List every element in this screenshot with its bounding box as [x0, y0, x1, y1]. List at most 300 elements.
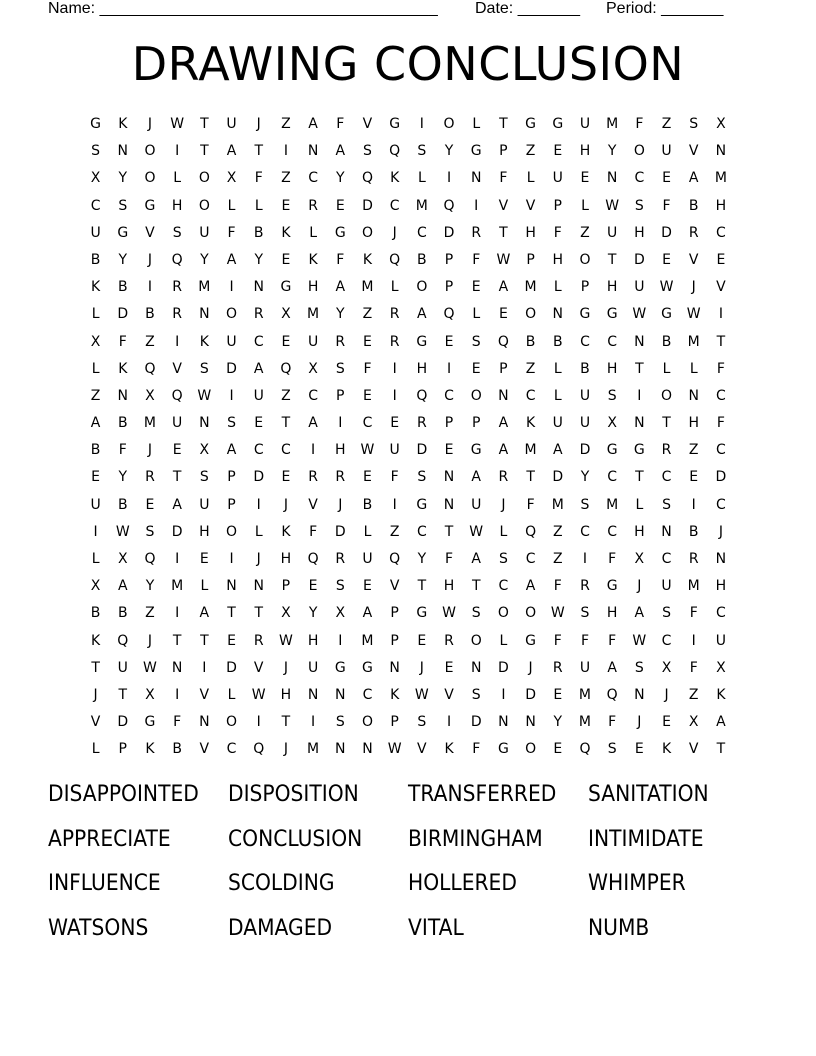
grid-letter: K	[444, 741, 454, 758]
grid-letter: S	[471, 333, 481, 350]
grid-letter: B	[253, 224, 264, 241]
grid-letter: N	[117, 387, 129, 404]
grid-letter: Q	[389, 251, 401, 268]
grid-letter: D	[443, 224, 455, 241]
grid-letter: D	[715, 469, 727, 486]
grid-letter: T	[227, 605, 236, 622]
grid-letter: Z	[552, 523, 563, 540]
grid-letter: C	[580, 523, 590, 540]
grid-letter: I	[93, 523, 98, 540]
grid-letter: U	[634, 279, 645, 296]
grid-letter: S	[634, 659, 644, 676]
grid-letter: K	[362, 251, 373, 268]
grid-letter: F	[635, 116, 644, 132]
grid-letter: W	[387, 741, 402, 758]
grid-letter: I	[338, 632, 343, 649]
grid-letter: C	[498, 578, 509, 595]
grid-letter: E	[417, 632, 427, 649]
grid-letter: O	[144, 143, 156, 160]
grid-letter: C	[308, 170, 318, 187]
grid-letter: A	[226, 442, 237, 459]
grid-letter: E	[390, 415, 400, 432]
grid-letter: X	[90, 170, 101, 187]
grid-letter: D	[171, 523, 183, 540]
grid-letter: V	[145, 224, 155, 241]
grid-letter: E	[308, 578, 318, 595]
grid-letter: J	[283, 496, 288, 513]
grid-letter: F	[608, 714, 617, 731]
grid-letter: G	[144, 714, 156, 731]
grid-letter: Y	[118, 469, 128, 486]
grid-letter: L	[91, 306, 100, 323]
grid-letter: U	[226, 333, 237, 350]
grid-letter: I	[446, 170, 452, 187]
grid-letter: X	[607, 415, 617, 432]
word-bank	[48, 778, 768, 956]
grid-letter: C	[281, 442, 291, 459]
grid-letter: I	[175, 143, 180, 160]
grid-letter: W	[605, 197, 620, 214]
grid-letter: U	[579, 415, 591, 432]
grid-letter: L	[499, 632, 508, 649]
grid-letter: U	[579, 387, 591, 404]
grid-letter: E	[281, 469, 291, 486]
grid-letter: G	[606, 442, 618, 459]
grid-letter: R	[498, 469, 509, 486]
grid-letter: S	[471, 686, 481, 703]
grid-letter: E	[363, 387, 372, 404]
grid-letter: E	[471, 279, 481, 296]
grid-letter: O	[470, 632, 482, 649]
grid-letter: D	[416, 442, 428, 459]
grid-letter: J	[637, 714, 642, 731]
grid-letter: N	[443, 469, 455, 486]
grid-letter: B	[117, 605, 128, 622]
grid-letter: V	[498, 197, 509, 214]
grid-letter: K	[390, 686, 400, 703]
grid-letter: N	[470, 659, 482, 676]
grid-letter: L	[553, 279, 562, 296]
grid-letter: L	[635, 496, 644, 513]
grid-letter: N	[606, 170, 618, 187]
grid-letter: V	[199, 741, 210, 758]
grid-letter: J	[147, 632, 153, 649]
grid-letter: Q	[416, 387, 428, 404]
grid-letter: A	[498, 279, 509, 296]
grid-letter: K	[390, 170, 400, 187]
grid-letter: K	[91, 279, 101, 296]
grid-letter: J	[283, 659, 288, 676]
grid-letter: J	[338, 496, 343, 513]
grid-letter: L	[309, 224, 317, 241]
grid-letter: X	[226, 170, 237, 187]
grid-letter: T	[172, 632, 182, 649]
grid-letter: N	[470, 170, 482, 187]
grid-letter: R	[416, 415, 427, 432]
grid-letter: Q	[171, 251, 183, 268]
grid-letter: L	[553, 360, 562, 377]
grid-letter: F	[716, 415, 725, 432]
grid-letter: S	[199, 360, 209, 377]
grid-letter: D	[661, 224, 672, 241]
grid-letter: G	[633, 442, 645, 459]
grid-letter: E	[662, 251, 671, 268]
grid-letter: L	[91, 551, 100, 567]
grid-row	[82, 682, 735, 709]
grid-letter: F	[553, 578, 562, 595]
grid-letter: W	[686, 306, 701, 323]
grid-letter: N	[171, 659, 183, 676]
grid-letter: J	[664, 686, 669, 703]
grid-letter: E	[227, 632, 236, 649]
grid-letter: X	[281, 605, 291, 622]
grid-letter: H	[634, 224, 645, 241]
grid-letter: U	[307, 659, 319, 676]
grid-letter: F	[118, 333, 127, 350]
grid-letter: U	[253, 387, 264, 404]
name-field: Name: ______________________________________	[48, 0, 438, 17]
grid-letter: B	[688, 523, 699, 540]
grid-letter: P	[499, 360, 508, 377]
grid-letter: T	[471, 578, 481, 595]
grid-letter: S	[363, 143, 372, 160]
grid-letter: H	[443, 578, 455, 595]
grid-letter: R	[580, 578, 590, 595]
grid-letter: H	[199, 523, 210, 540]
grid-letter: Q	[144, 360, 156, 377]
grid-letter: K	[91, 632, 101, 649]
grid-row	[82, 301, 735, 328]
grid-letter: U	[661, 143, 672, 160]
grid-letter: R	[389, 333, 400, 350]
grid-letter: F	[662, 197, 671, 214]
grid-letter: Y	[580, 469, 590, 486]
grid-letter: L	[553, 387, 562, 404]
grid-letter: X	[199, 442, 210, 459]
grid-letter: V	[389, 578, 400, 595]
grid-letter: O	[497, 605, 509, 622]
grid-letter: X	[308, 360, 318, 377]
grid-letter: W	[197, 387, 212, 404]
grid-letter: E	[335, 197, 345, 214]
word-bank-row	[48, 778, 768, 823]
grid-letter: R	[335, 469, 346, 486]
grid-letter: N	[199, 714, 210, 731]
grid-letter: U	[362, 551, 373, 567]
grid-letter: L	[390, 279, 399, 296]
grid-letter: O	[361, 224, 373, 241]
grid-letter: G	[525, 116, 537, 132]
grid-letter: O	[144, 170, 156, 187]
word-bank-item: DISAPPOINTED	[48, 782, 199, 807]
grid-letter: V	[253, 659, 264, 676]
grid-letter: Y	[444, 143, 454, 160]
grid-letter: M	[361, 279, 374, 296]
grid-letter: M	[687, 333, 700, 350]
grid-letter: O	[198, 170, 210, 187]
word-bank-item: HOLLERED	[408, 871, 517, 896]
grid-letter: M	[361, 632, 374, 649]
grid-letter: B	[117, 279, 128, 296]
period-field: Period: _______	[606, 0, 724, 17]
date-field: Date: _______	[475, 0, 580, 17]
grid-letter: I	[392, 360, 397, 377]
grid-letter: H	[552, 251, 564, 268]
grid-row	[82, 546, 735, 573]
grid-letter: C	[416, 523, 427, 540]
grid-letter: T	[526, 469, 535, 486]
grid-letter: P	[553, 197, 562, 214]
grid-letter: K	[281, 523, 291, 540]
grid-letter: F	[689, 605, 698, 622]
grid-letter: P	[471, 415, 481, 432]
grid-letter: E	[580, 170, 590, 187]
grid-letter: T	[200, 116, 209, 132]
grid-letter: Z	[362, 306, 373, 323]
grid-letter: T	[716, 333, 726, 350]
grid-letter: O	[226, 714, 238, 731]
grid-letter: K	[199, 333, 209, 350]
grid-letter: W	[414, 686, 429, 703]
grid-letter: Y	[553, 714, 563, 731]
grid-letter: L	[499, 523, 508, 540]
grid-letter: Q	[307, 551, 319, 567]
grid-letter: O	[579, 251, 591, 268]
grid-letter: E	[91, 469, 101, 486]
grid-letter: S	[227, 415, 236, 432]
grid-letter: C	[444, 387, 454, 404]
grid-letter: Z	[688, 442, 699, 459]
grid-letter: C	[634, 170, 645, 187]
grid-letter: H	[715, 578, 727, 595]
grid-row	[82, 193, 735, 220]
grid-letter: V	[362, 116, 373, 132]
grid-letter: C	[661, 551, 672, 567]
grid-letter: W	[115, 523, 130, 540]
grid-letter: U	[226, 116, 237, 132]
grid-letter: U	[90, 496, 101, 513]
grid-letter: B	[90, 605, 101, 622]
grid-letter: T	[172, 469, 182, 486]
grid-letter: A	[308, 415, 318, 432]
grid-letter: W	[360, 442, 375, 459]
grid-letter: K	[281, 224, 291, 241]
grid-letter: R	[253, 632, 264, 649]
grid-letter: X	[661, 659, 672, 676]
grid-letter: A	[308, 116, 318, 132]
grid-letter: Z	[145, 605, 155, 622]
grid-letter: V	[308, 496, 318, 513]
grid-letter: I	[229, 551, 234, 567]
grid-letter: V	[716, 279, 726, 296]
grid-letter: J	[283, 741, 288, 758]
grid-letter: M	[143, 415, 157, 432]
grid-letter: X	[145, 387, 155, 404]
grid-letter: Z	[580, 224, 590, 241]
word-bank-item: CONCLUSION	[228, 826, 363, 852]
grid-letter: X	[335, 605, 346, 622]
grid-letter: U	[389, 442, 400, 459]
grid-row	[82, 519, 735, 546]
grid-row	[82, 138, 735, 165]
grid-letter: G	[470, 442, 482, 459]
grid-letter: M	[307, 306, 320, 323]
grid-letter: H	[688, 415, 699, 432]
grid-letter: G	[334, 224, 346, 241]
grid-letter: S	[607, 387, 617, 404]
grid-row	[82, 247, 735, 274]
grid-letter: W	[632, 632, 647, 649]
grid-letter: T	[281, 415, 291, 432]
grid-letter: C	[389, 197, 400, 214]
grid-letter: C	[716, 496, 726, 513]
grid-letter: W	[632, 306, 647, 323]
grid-letter: Z	[389, 523, 400, 540]
grid-letter: P	[390, 632, 399, 649]
grid-letter: A	[634, 605, 645, 622]
grid-letter: Y	[145, 578, 155, 595]
grid-letter: Q	[497, 333, 509, 350]
grid-letter: J	[147, 251, 153, 268]
grid-letter: N	[634, 333, 645, 350]
grid-letter: E	[689, 469, 699, 486]
grid-letter: V	[525, 197, 536, 214]
grid-letter: I	[501, 686, 506, 703]
grid-row	[82, 437, 735, 464]
grid-letter: Z	[661, 116, 672, 132]
grid-letter: O	[198, 197, 210, 214]
grid-letter: E	[199, 551, 209, 567]
grid-letter: I	[175, 686, 180, 703]
grid-row	[82, 709, 735, 736]
grid-letter: W	[251, 686, 266, 703]
grid-letter: C	[362, 415, 373, 432]
grid-letter: T	[607, 251, 617, 268]
grid-row	[82, 573, 735, 600]
grid-letter: N	[498, 387, 509, 404]
grid-letter: B	[117, 496, 128, 513]
grid-letter: C	[607, 333, 618, 350]
grid-letter: D	[117, 714, 129, 731]
grid-letter: W	[496, 251, 511, 268]
word-bank-item: DISPOSITION	[228, 782, 359, 807]
grid-row	[82, 600, 735, 627]
grid-letter: N	[335, 686, 346, 703]
grid-letter: S	[471, 605, 481, 622]
grid-letter: F	[445, 551, 454, 567]
grid-letter: V	[688, 143, 699, 160]
grid-letter: O	[443, 116, 455, 132]
grid-letter: W	[659, 279, 674, 296]
grid-letter: E	[662, 714, 671, 731]
grid-letter: S	[634, 197, 644, 214]
grid-row	[82, 220, 735, 247]
grid-letter: D	[226, 659, 237, 676]
grid-letter: H	[307, 632, 319, 649]
grid-letter: N	[253, 578, 264, 595]
grid-letter: B	[117, 415, 128, 432]
grid-letter: U	[661, 578, 672, 595]
grid-letter: O	[361, 714, 373, 731]
grid-letter: B	[580, 360, 590, 377]
grid-letter: T	[254, 605, 263, 622]
grid-letter: G	[552, 116, 564, 132]
grid-letter: P	[227, 496, 236, 513]
grid-letter: A	[90, 415, 101, 432]
word-bank-item: BIRMINGHAM	[408, 826, 543, 852]
student-info-line	[48, 0, 748, 20]
grid-letter: Y	[336, 306, 345, 323]
grid-letter: X	[281, 306, 291, 323]
grid-letter: B	[525, 333, 536, 350]
grid-letter: T	[254, 143, 263, 160]
grid-letter: I	[229, 279, 234, 296]
word-bank-item: INFLUENCE	[48, 871, 161, 896]
grid-letter: O	[661, 387, 673, 404]
grid-letter: P	[281, 578, 291, 595]
grid-letter: R	[661, 442, 672, 459]
grid-row	[82, 655, 735, 682]
grid-letter: R	[688, 551, 699, 567]
grid-letter: H	[280, 551, 292, 567]
grid-letter: N	[552, 306, 564, 323]
grid-letter: M	[415, 197, 428, 214]
grid-letter: Y	[336, 170, 345, 187]
grid-letter: G	[416, 496, 428, 513]
grid-letter: E	[172, 442, 182, 459]
grid-letter: C	[525, 551, 536, 567]
grid-letter: I	[229, 387, 234, 404]
grid-letter: E	[363, 333, 372, 350]
grid-letter: V	[444, 686, 454, 703]
grid-letter: O	[470, 387, 482, 404]
grid-letter: M	[551, 496, 564, 513]
grid-letter: Q	[361, 170, 373, 187]
grid-letter: L	[689, 360, 698, 377]
grid-letter: U	[199, 224, 210, 241]
grid-letter: Q	[280, 360, 292, 377]
grid-letter: N	[199, 306, 210, 323]
grid-letter: I	[637, 387, 642, 404]
grid-letter: Y	[417, 551, 427, 567]
grid-letter: M	[524, 279, 537, 296]
grid-letter: O	[525, 605, 537, 622]
grid-letter: U	[117, 659, 128, 676]
grid-letter: S	[689, 116, 699, 132]
grid-letter: T	[417, 578, 427, 595]
grid-letter: A	[552, 442, 563, 459]
grid-letter: K	[661, 741, 672, 758]
grid-letter: X	[145, 686, 155, 703]
grid-letter: Z	[281, 116, 291, 132]
grid-letter: I	[691, 496, 696, 513]
grid-letter: H	[715, 197, 727, 214]
grid-letter: E	[716, 251, 726, 268]
grid-letter: E	[363, 578, 372, 595]
grid-letter: L	[662, 360, 671, 377]
grid-letter: W	[550, 605, 565, 622]
grid-letter: C	[607, 469, 618, 486]
grid-letter: E	[281, 333, 291, 350]
grid-letter: H	[606, 360, 618, 377]
grid-letter: G	[334, 659, 346, 676]
grid-row	[82, 274, 735, 301]
grid-letter: F	[227, 224, 236, 241]
grid-letter: U	[552, 415, 563, 432]
grid-letter: R	[253, 306, 264, 323]
grid-letter: S	[662, 605, 671, 622]
grid-letter: Q	[443, 197, 455, 214]
